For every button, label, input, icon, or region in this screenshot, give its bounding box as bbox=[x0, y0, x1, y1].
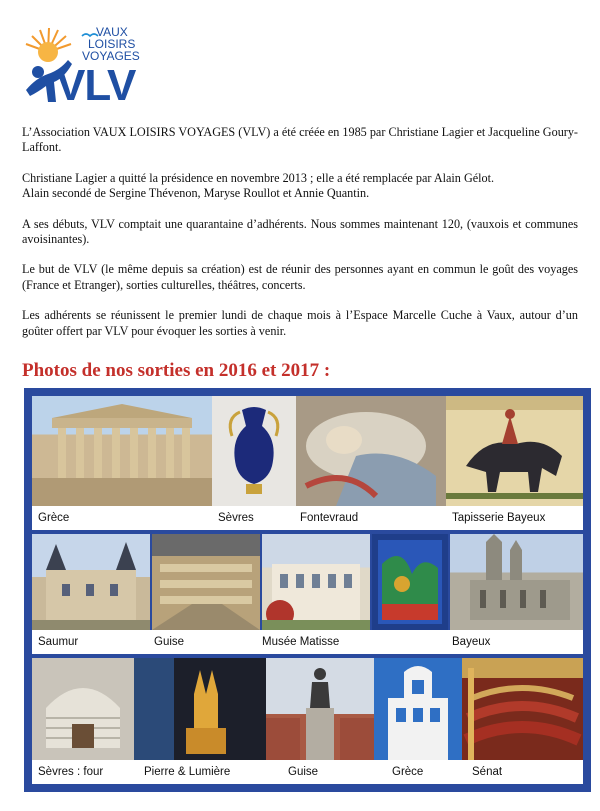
paragraph-members: A ses débuts, VLV comptait une quarantaine d’adhérents. Nous sommes maintenant 120, (vauxois et communes avoisinantes). bbox=[22, 216, 578, 247]
photo-bayeux-cathedral bbox=[450, 534, 583, 630]
photo-fontevraud bbox=[296, 396, 446, 506]
photo-musee-matisse-building bbox=[262, 534, 370, 630]
caption-pierre-lumiere: Pierre & Lumière bbox=[144, 766, 231, 778]
caption-row-1 bbox=[32, 506, 583, 530]
caption-tapisserie-bayeux: Tapisserie Bayeux bbox=[452, 512, 546, 524]
photo-grece-church bbox=[374, 658, 462, 760]
caption-fontevraud: Fontevraud bbox=[300, 512, 359, 524]
photo-grece-parthenon bbox=[32, 396, 212, 506]
caption-senat: Sénat bbox=[472, 766, 503, 778]
logo-abbr: VLV bbox=[56, 61, 136, 110]
paragraph-meetings: Les adhérents se réunissent le premier lundi de chaque mois à l’Espace Marcelle Cuche à Vaux, autour d’un goûter offert par VLV pour évoquer les sorties à venir. bbox=[22, 308, 578, 338]
photo-matisse-painting bbox=[372, 534, 448, 630]
caption-saumur: Saumur bbox=[38, 636, 79, 648]
caption-bayeux: Bayeux bbox=[452, 636, 491, 648]
logo-word-vaux: VAUX bbox=[96, 25, 128, 39]
gallery-title: Photos de nos sorties en 2016 et 2017 : bbox=[22, 360, 331, 381]
logo-wordmark bbox=[76, 26, 156, 62]
photo-guise-statue bbox=[266, 658, 374, 760]
caption-sevres-four: Sèvres : four bbox=[38, 766, 104, 778]
caption-row-2 bbox=[32, 630, 583, 654]
photo-saumur-chateau bbox=[32, 534, 150, 630]
photo-bayeux-tapestry bbox=[446, 396, 583, 506]
caption-row-3 bbox=[32, 760, 583, 784]
vlv-logo bbox=[18, 22, 148, 112]
photo-gallery bbox=[24, 388, 591, 792]
photo-pierre-lumiere bbox=[134, 658, 266, 760]
caption-sevres: Sèvres bbox=[218, 512, 254, 524]
logo-word-loisirs: LOISIRS bbox=[88, 37, 136, 51]
caption-grece: Grèce bbox=[38, 512, 70, 524]
photo-senat-chamber bbox=[462, 658, 583, 760]
caption-guise-2: Guise bbox=[288, 766, 319, 778]
paragraph-goal: Le but de VLV (le même depuis sa création) est de réunir des personnes ayant en commun le goût des voyages (France et Etranger), sorties culturelles, théâtres, concerts. bbox=[22, 262, 578, 292]
paragraph-presidency: Christiane Lagier a quitté la présidence en novembre 2013 ; elle a été remplacée par Alain Gélot. bbox=[22, 170, 495, 185]
logo-word-voyages: VOYAGES bbox=[82, 49, 140, 63]
paragraph-founding: L’Association VAUX LOISIRS VOYAGES (VLV) a été créée en 1985 par Christiane Lagier et Jacqueline Goury-Laffont. bbox=[22, 125, 578, 155]
intro-text bbox=[22, 125, 578, 354]
photo-sevres-four bbox=[32, 658, 134, 760]
photo-guise-underground bbox=[152, 534, 260, 630]
paragraph-team: Alain secondé de Sergine Thévenon, Maryse Roullot et Annie Quantin. bbox=[22, 186, 370, 201]
caption-grece-2: Grèce bbox=[392, 766, 424, 778]
photo-sevres-vase bbox=[212, 396, 296, 506]
caption-guise: Guise bbox=[154, 636, 185, 648]
caption-musee-matisse: Musée Matisse bbox=[262, 636, 340, 648]
